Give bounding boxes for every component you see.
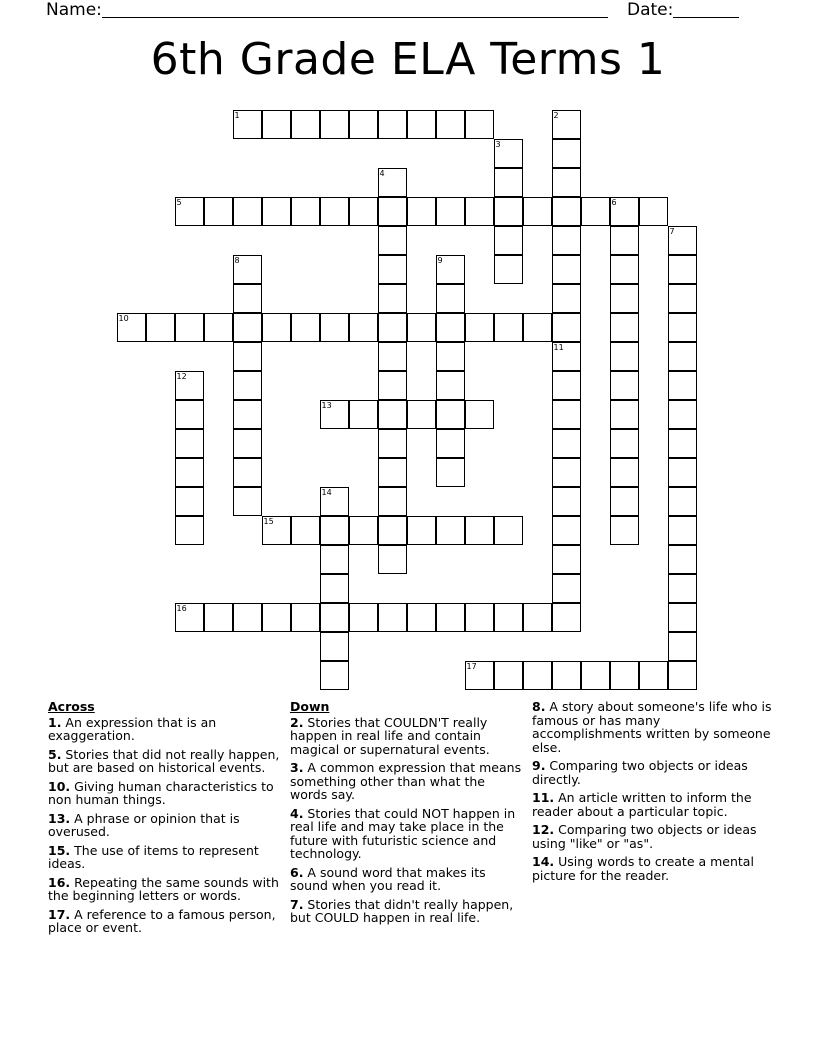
grid-cell[interactable] [378, 313, 407, 342]
grid-cell[interactable] [175, 458, 204, 487]
grid-cell[interactable] [262, 516, 291, 545]
down-clue-9 [532, 759, 772, 786]
grid-cell[interactable] [610, 400, 639, 429]
grid-cell[interactable] [349, 603, 378, 632]
clue-number: 5 [176, 197, 182, 207]
grid-cell[interactable] [552, 371, 581, 400]
clue-number: 7. [290, 896, 304, 912]
grid-cell[interactable] [552, 458, 581, 487]
grid-cell[interactable] [610, 255, 639, 284]
grid-cell[interactable] [552, 255, 581, 284]
grid-cell[interactable] [436, 371, 465, 400]
grid-cell[interactable] [378, 197, 407, 226]
grid-cell[interactable] [668, 284, 697, 313]
grid-cell[interactable] [320, 313, 349, 342]
clue-number: 13 [321, 400, 332, 410]
grid-cell[interactable] [349, 110, 378, 139]
grid-cell[interactable] [552, 574, 581, 603]
grid-cell[interactable] [668, 400, 697, 429]
grid-cell[interactable] [552, 342, 581, 371]
clue-number: 12 [176, 371, 187, 381]
grid-cell[interactable] [610, 197, 639, 226]
down-clue-6 [290, 866, 522, 893]
grid-cell[interactable] [320, 516, 349, 545]
across-clue-17 [48, 908, 280, 935]
grid-cell[interactable] [523, 661, 552, 690]
grid-cell[interactable] [262, 313, 291, 342]
grid-cell[interactable] [668, 516, 697, 545]
grid-cell[interactable] [552, 168, 581, 197]
grid-cell[interactable] [552, 139, 581, 168]
across-heading: Across [48, 699, 95, 714]
grid-cell[interactable] [349, 197, 378, 226]
clue-number: 6. [290, 864, 304, 880]
grid-cell[interactable] [465, 197, 494, 226]
grid-cell[interactable] [494, 255, 523, 284]
grid-cell[interactable] [378, 226, 407, 255]
clue-text: An article written to inform the reader about a particular topic. [532, 790, 752, 819]
grid-cell[interactable] [552, 400, 581, 429]
clue-number: 6 [611, 197, 617, 207]
grid-cell[interactable] [175, 487, 204, 516]
grid-cell[interactable] [320, 661, 349, 690]
clue-number: 12. [532, 822, 555, 837]
grid-cell[interactable] [320, 632, 349, 661]
grid-cell[interactable] [436, 603, 465, 632]
clue-number: 3. [290, 760, 304, 775]
grid-cell[interactable] [378, 255, 407, 284]
clue-number: 11. [532, 790, 555, 805]
grid-cell[interactable] [668, 545, 697, 574]
grid-cell[interactable] [117, 313, 146, 342]
grid-cell[interactable] [378, 516, 407, 545]
grid-cell[interactable] [175, 400, 204, 429]
clue-number: 15. [48, 842, 71, 858]
grid-cell[interactable] [668, 487, 697, 516]
grid-cell[interactable] [668, 458, 697, 487]
grid-cell[interactable] [436, 197, 465, 226]
down-clue-11 [532, 791, 772, 818]
grid-cell[interactable] [204, 313, 233, 342]
grid-cell[interactable] [204, 197, 233, 226]
down-clue-14 [532, 855, 772, 882]
grid-cell[interactable] [291, 110, 320, 139]
down-clue-4 [290, 807, 522, 861]
grid-cell[interactable] [552, 545, 581, 574]
grid-cell[interactable] [320, 110, 349, 139]
grid-cell[interactable] [262, 110, 291, 139]
grid-cell[interactable] [378, 110, 407, 139]
clue-number: 13. [48, 810, 71, 826]
grid-cell[interactable] [494, 197, 523, 226]
grid-cell[interactable] [668, 342, 697, 371]
grid-cell[interactable] [407, 197, 436, 226]
grid-cell[interactable] [233, 400, 262, 429]
grid-cell[interactable] [349, 516, 378, 545]
across-clue-10 [48, 780, 280, 807]
clue-text: A phrase or opinion that is overused. [48, 810, 240, 839]
grid-cell[interactable] [233, 197, 262, 226]
clue-number: 16. [48, 874, 71, 890]
across-clue-5 [48, 748, 280, 775]
clue-number: 4 [379, 168, 385, 178]
grid-cell[interactable] [465, 516, 494, 545]
grid-cell[interactable] [436, 342, 465, 371]
across-clue-15 [48, 844, 280, 871]
grid-cell[interactable] [610, 284, 639, 313]
clue-text: A reference to a famous person, place or event. [48, 906, 276, 935]
grid-cell[interactable] [233, 313, 262, 342]
grid-cell[interactable] [175, 516, 204, 545]
grid-cell[interactable] [668, 429, 697, 458]
grid-cell[interactable] [378, 429, 407, 458]
grid-cell[interactable] [262, 197, 291, 226]
clue-text: Repeating the same sounds with the beginning letters or words. [48, 874, 279, 903]
grid-cell[interactable] [552, 313, 581, 342]
grid-cell[interactable] [581, 197, 610, 226]
grid-cell[interactable] [349, 313, 378, 342]
grid-cell[interactable] [291, 603, 320, 632]
across-clue-16 [48, 876, 280, 903]
clue-number: 10 [118, 313, 129, 323]
across-clues [48, 700, 280, 940]
grid-cell[interactable] [378, 545, 407, 574]
grid-cell[interactable] [465, 603, 494, 632]
grid-cell[interactable] [320, 487, 349, 516]
grid-cell[interactable] [581, 661, 610, 690]
grid-cell[interactable] [204, 603, 233, 632]
grid-cell[interactable] [552, 226, 581, 255]
grid-cell[interactable] [668, 313, 697, 342]
grid-cell[interactable] [175, 603, 204, 632]
grid-cell[interactable] [668, 574, 697, 603]
grid-cell[interactable] [494, 226, 523, 255]
grid-cell[interactable] [320, 574, 349, 603]
clue-text: Stories that COULDN'T really happen in real life and contain magical or supernatural events. [290, 714, 490, 757]
clue-number: 4. [290, 805, 304, 821]
grid-cell[interactable] [552, 284, 581, 313]
grid-cell[interactable] [175, 429, 204, 458]
down-clues [290, 700, 522, 930]
grid-cell[interactable] [523, 313, 552, 342]
grid-cell[interactable] [233, 458, 262, 487]
grid-cell[interactable] [175, 197, 204, 226]
grid-cell[interactable] [668, 371, 697, 400]
grid-cell[interactable] [378, 371, 407, 400]
page-title: 6th Grade ELA Terms 1 [150, 34, 666, 85]
grid-cell[interactable] [378, 458, 407, 487]
clue-text: Stories that did not really happen, but are based on historical events. [48, 746, 280, 775]
clue-number: 15 [263, 516, 274, 526]
down-heading: Down [290, 699, 330, 714]
grid-cell[interactable] [320, 545, 349, 574]
grid-cell[interactable] [407, 400, 436, 429]
clue-text: A common expression that means something other than what the words say. [290, 760, 522, 802]
clue-text: An expression that is an exaggeration. [48, 714, 217, 743]
grid-cell[interactable] [552, 603, 581, 632]
grid-cell[interactable] [378, 168, 407, 197]
grid-cell[interactable] [552, 429, 581, 458]
grid-cell[interactable] [262, 603, 291, 632]
clue-number: 16 [176, 603, 187, 613]
clue-number: 1. [48, 714, 62, 730]
grid-cell[interactable] [175, 371, 204, 400]
grid-cell[interactable] [175, 313, 204, 342]
grid-cell[interactable] [378, 342, 407, 371]
grid-cell[interactable] [523, 197, 552, 226]
date-label: Date: [627, 0, 674, 20]
grid-cell[interactable] [494, 516, 523, 545]
down-clues-continued [532, 700, 772, 887]
grid-cell[interactable] [436, 255, 465, 284]
grid-cell[interactable] [552, 487, 581, 516]
grid-cell[interactable] [552, 110, 581, 139]
grid-cell[interactable] [407, 110, 436, 139]
grid-cell[interactable] [436, 284, 465, 313]
grid-cell[interactable] [436, 313, 465, 342]
grid-cell[interactable] [233, 255, 262, 284]
clue-text: A story about someone's life who is famous or has many accomplishments written by someone else. [532, 699, 772, 755]
grid-cell[interactable] [233, 487, 262, 516]
grid-cell[interactable] [668, 603, 697, 632]
grid-cell[interactable] [233, 371, 262, 400]
grid-cell[interactable] [610, 313, 639, 342]
clue-number: 9 [437, 255, 443, 265]
grid-cell[interactable] [436, 110, 465, 139]
grid-cell[interactable] [378, 400, 407, 429]
grid-cell[interactable] [610, 516, 639, 545]
grid-cell[interactable] [291, 516, 320, 545]
clue-number: 17 [466, 661, 477, 671]
grid-cell[interactable] [407, 603, 436, 632]
grid-cell[interactable] [378, 487, 407, 516]
grid-cell[interactable] [552, 661, 581, 690]
grid-cell[interactable] [233, 284, 262, 313]
grid-cell[interactable] [436, 429, 465, 458]
grid-cell[interactable] [378, 284, 407, 313]
clue-number: 3 [495, 139, 501, 149]
grid-cell[interactable] [523, 603, 552, 632]
down-clue-3 [290, 761, 522, 802]
grid-cell[interactable] [494, 603, 523, 632]
clue-text: Giving human characteristics to non human things. [48, 778, 274, 807]
clue-text: A sound word that makes its sound when you read it. [290, 864, 486, 893]
grid-cell[interactable] [639, 661, 668, 690]
down-clue-7 [290, 898, 522, 925]
grid-cell[interactable] [639, 197, 668, 226]
grid-cell[interactable] [465, 313, 494, 342]
clue-number: 5. [48, 746, 62, 762]
down-clue-2 [290, 716, 522, 757]
clue-number: 7 [669, 226, 675, 236]
grid-cell[interactable] [407, 313, 436, 342]
grid-cell[interactable] [436, 458, 465, 487]
grid-cell[interactable] [233, 603, 262, 632]
grid-cell[interactable] [610, 661, 639, 690]
clue-number: 10. [48, 778, 71, 794]
clue-text: Stories that could NOT happen in real life and may take place in the future with futuristic science and technology. [290, 805, 516, 861]
grid-cell[interactable] [146, 313, 175, 342]
clue-text: Comparing two objects or ideas using "like" or "as". [532, 822, 757, 851]
grid-cell[interactable] [465, 661, 494, 690]
grid-cell[interactable] [378, 603, 407, 632]
grid-cell[interactable] [233, 429, 262, 458]
grid-cell[interactable] [494, 313, 523, 342]
across-clue-1 [48, 716, 280, 743]
clue-number: 1 [234, 110, 240, 120]
grid-cell[interactable] [610, 226, 639, 255]
grid-cell[interactable] [552, 197, 581, 226]
across-clue-13 [48, 812, 280, 839]
grid-cell[interactable] [552, 516, 581, 545]
down-clue-8 [532, 700, 772, 754]
clue-number: 11 [553, 342, 564, 352]
clue-number: 8. [532, 699, 546, 714]
grid-cell[interactable] [610, 458, 639, 487]
grid-cell[interactable] [668, 632, 697, 661]
clue-number: 14. [532, 854, 555, 869]
clue-number: 9. [532, 758, 546, 773]
grid-cell[interactable] [465, 400, 494, 429]
grid-cell[interactable] [436, 400, 465, 429]
grid-cell[interactable] [494, 168, 523, 197]
grid-cell[interactable] [233, 110, 262, 139]
clue-text: Stories that didn't really happen, but COULD happen in real life. [290, 896, 514, 925]
grid-cell[interactable] [465, 110, 494, 139]
grid-cell[interactable] [349, 400, 378, 429]
grid-cell[interactable] [610, 429, 639, 458]
grid-cell[interactable] [407, 516, 436, 545]
name-label: Name: [46, 0, 102, 20]
grid-cell[interactable] [610, 371, 639, 400]
grid-cell[interactable] [320, 400, 349, 429]
clue-number: 17. [48, 906, 71, 922]
grid-cell[interactable] [668, 255, 697, 284]
clue-text: Comparing two objects or ideas directly. [532, 758, 748, 787]
grid-cell[interactable] [291, 313, 320, 342]
grid-cell[interactable] [320, 603, 349, 632]
grid-cell[interactable] [233, 342, 262, 371]
grid-cell[interactable] [494, 661, 523, 690]
clue-text: The use of items to represent ideas. [48, 842, 259, 871]
clue-number: 2 [553, 110, 559, 120]
grid-cell[interactable] [291, 197, 320, 226]
grid-cell[interactable] [610, 487, 639, 516]
grid-cell[interactable] [610, 342, 639, 371]
down-clue-12 [532, 823, 772, 850]
clue-text: Using words to create a mental picture for the reader. [532, 854, 754, 883]
grid-cell[interactable] [436, 516, 465, 545]
grid-cell[interactable] [494, 139, 523, 168]
grid-cell[interactable] [668, 661, 697, 690]
clue-number: 8 [234, 255, 240, 265]
grid-cell[interactable] [668, 226, 697, 255]
clue-number: 14 [321, 487, 332, 497]
grid-cell[interactable] [320, 197, 349, 226]
clue-number: 2. [290, 714, 304, 730]
